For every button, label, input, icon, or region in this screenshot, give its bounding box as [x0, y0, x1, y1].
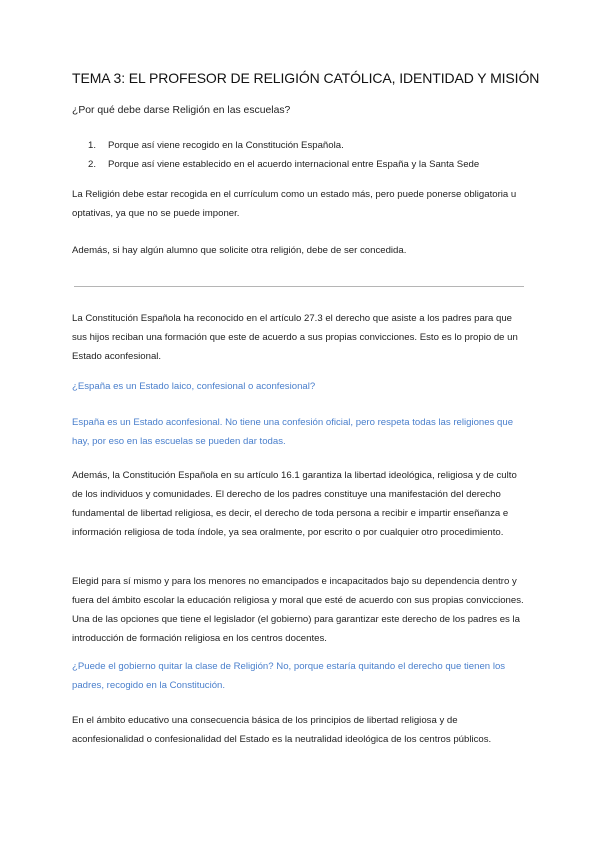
- document-title: TEMA 3: EL PROFESOR DE RELIGIÓN CATÓLICA, IDENTIDAD Y MISIÓN: [72, 70, 540, 86]
- list-item: [88, 136, 528, 155]
- blue-question-2: ¿Puede el gobierno quitar la clase de Religión? No, porque estaría quitando el derecho que tienen los padres, recogido en la Constitución.: [72, 661, 506, 691]
- paragraph-5: Elegid para sí mismo y para los menores no emancipados e incapacitados bajo su dependencia dentro y fuera del ámbito escolar la educación religiosa y moral que esté de acuerdo con sus propias convicciones. Una de las opciones que tiene el legislador (el gobierno) para garantizar este derecho de los padres es la introducción de formación religiosa en los centros docentes.: [72, 576, 524, 644]
- paragraph-2: Además, si hay algún alumno que solicite otra religión, debe de ser concedida.: [72, 245, 407, 256]
- list-number: 1.: [88, 140, 97, 151]
- horizontal-rule: [74, 286, 524, 287]
- paragraph-6: En el ámbito educativo una consecuencia básica de los principios de libertad religiosa y de aconfesionalidad o confesionalidad del Estado es la neutralidad ideológica de los centros públicos.: [72, 715, 492, 745]
- paragraph-3: La Constitución Española ha reconocido en el artículo 27.3 el derecho que asiste a los padres para que sus hijos reciban una formación que este de acuerdo a sus propias convicciones. Esto es lo propio de un Estado aconfesional.: [72, 313, 518, 362]
- list-text: Porque así viene establecido en el acuerdo internacional entre España y la Santa Sede: [108, 159, 480, 170]
- blue-question-1: ¿España es un Estado laico, confesional o aconfesional?: [72, 381, 316, 392]
- paragraph-4: Además, la Constitución Española en su artículo 16.1 garantiza la libertad ideológica, religiosa y de culto de los individuos y comunidades. El derecho de los padres constituye una manifestación del derecho fundamental de libertad religiosa, es decir, el derecho de toda persona a recibir e impartir enseñanza e información religiosa de toda índole, ya sea oralmente, por escrito o por cualquier otro procedimiento.: [72, 470, 517, 538]
- paragraph-1: La Religión debe estar recogida en el currículum como un estado más, pero puede ponerse obligatoria u optativas, ya que no se puede imponer.: [72, 189, 517, 219]
- blue-answer-1: España es un Estado aconfesional. No tiene una confesión oficial, pero respeta todas las religiones que hay, por eso en las escuelas se pueden dar todas.: [72, 417, 514, 447]
- question-heading: ¿Por qué debe darse Religión en las escuelas?: [72, 105, 291, 116]
- list-number: 2.: [88, 159, 97, 170]
- numbered-list: [88, 136, 528, 174]
- list-text: Porque así viene recogido en la Constitución Española.: [108, 140, 344, 151]
- list-item: [88, 155, 528, 174]
